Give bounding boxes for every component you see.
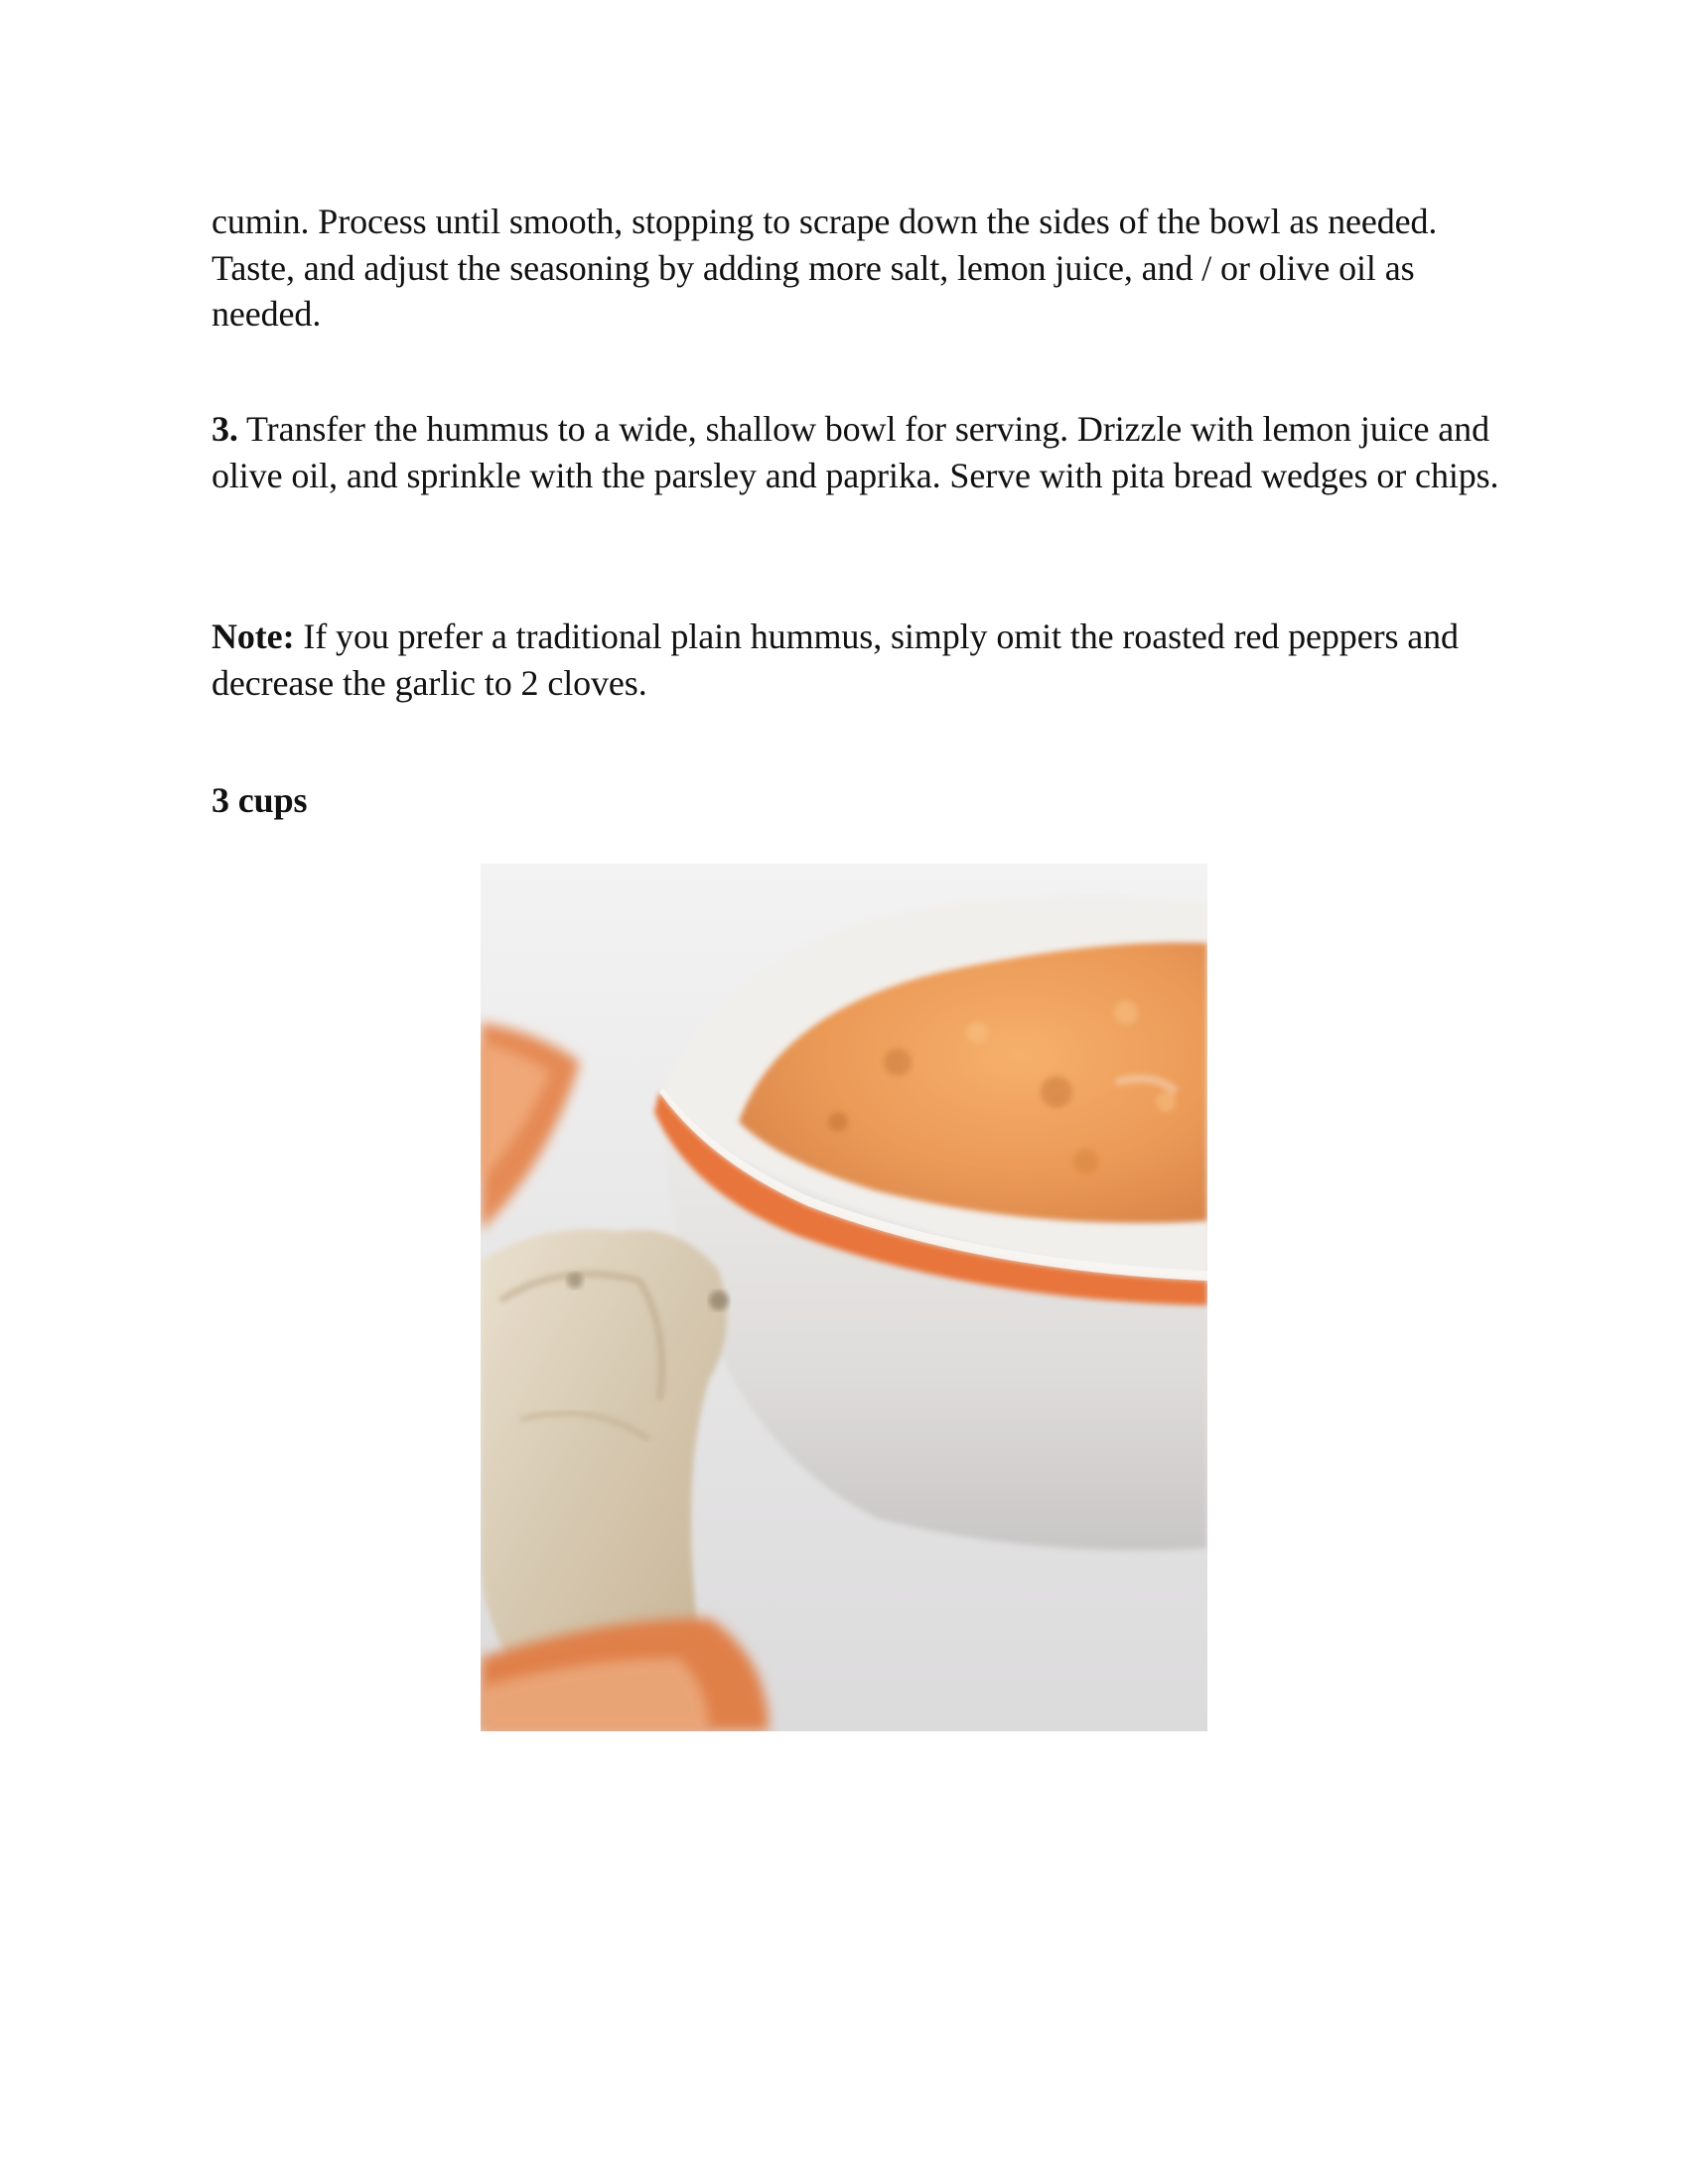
instruction-paragraph-continued: cumin. Process until smooth, stopping to scrape down the sides of the bowl as needed. Taste, and adjust the seasoning by adding more salt, lemon juice, and / or olive oil as needed. (211, 202, 1438, 334)
recipe-yield: 3 cups (211, 780, 308, 820)
step-number: 3. (211, 409, 238, 449)
recipe-note (211, 614, 1502, 706)
pita-bread (481, 1229, 727, 1678)
note-text: If you prefer a traditional plain hummus, simply omit the roasted red peppers and decrease the garlic to 2 cloves. (211, 616, 1459, 703)
hummus-photo (481, 864, 1207, 1731)
instruction-step-3 (211, 406, 1502, 498)
step-text: Transfer the hummus to a wide, shallow bowl for serving. Drizzle with lemon juice and olive oil, and sprinkle with the parsley and paprika. Serve with pita bread wedges or chips. (211, 409, 1499, 495)
note-label: Note: (211, 616, 295, 656)
